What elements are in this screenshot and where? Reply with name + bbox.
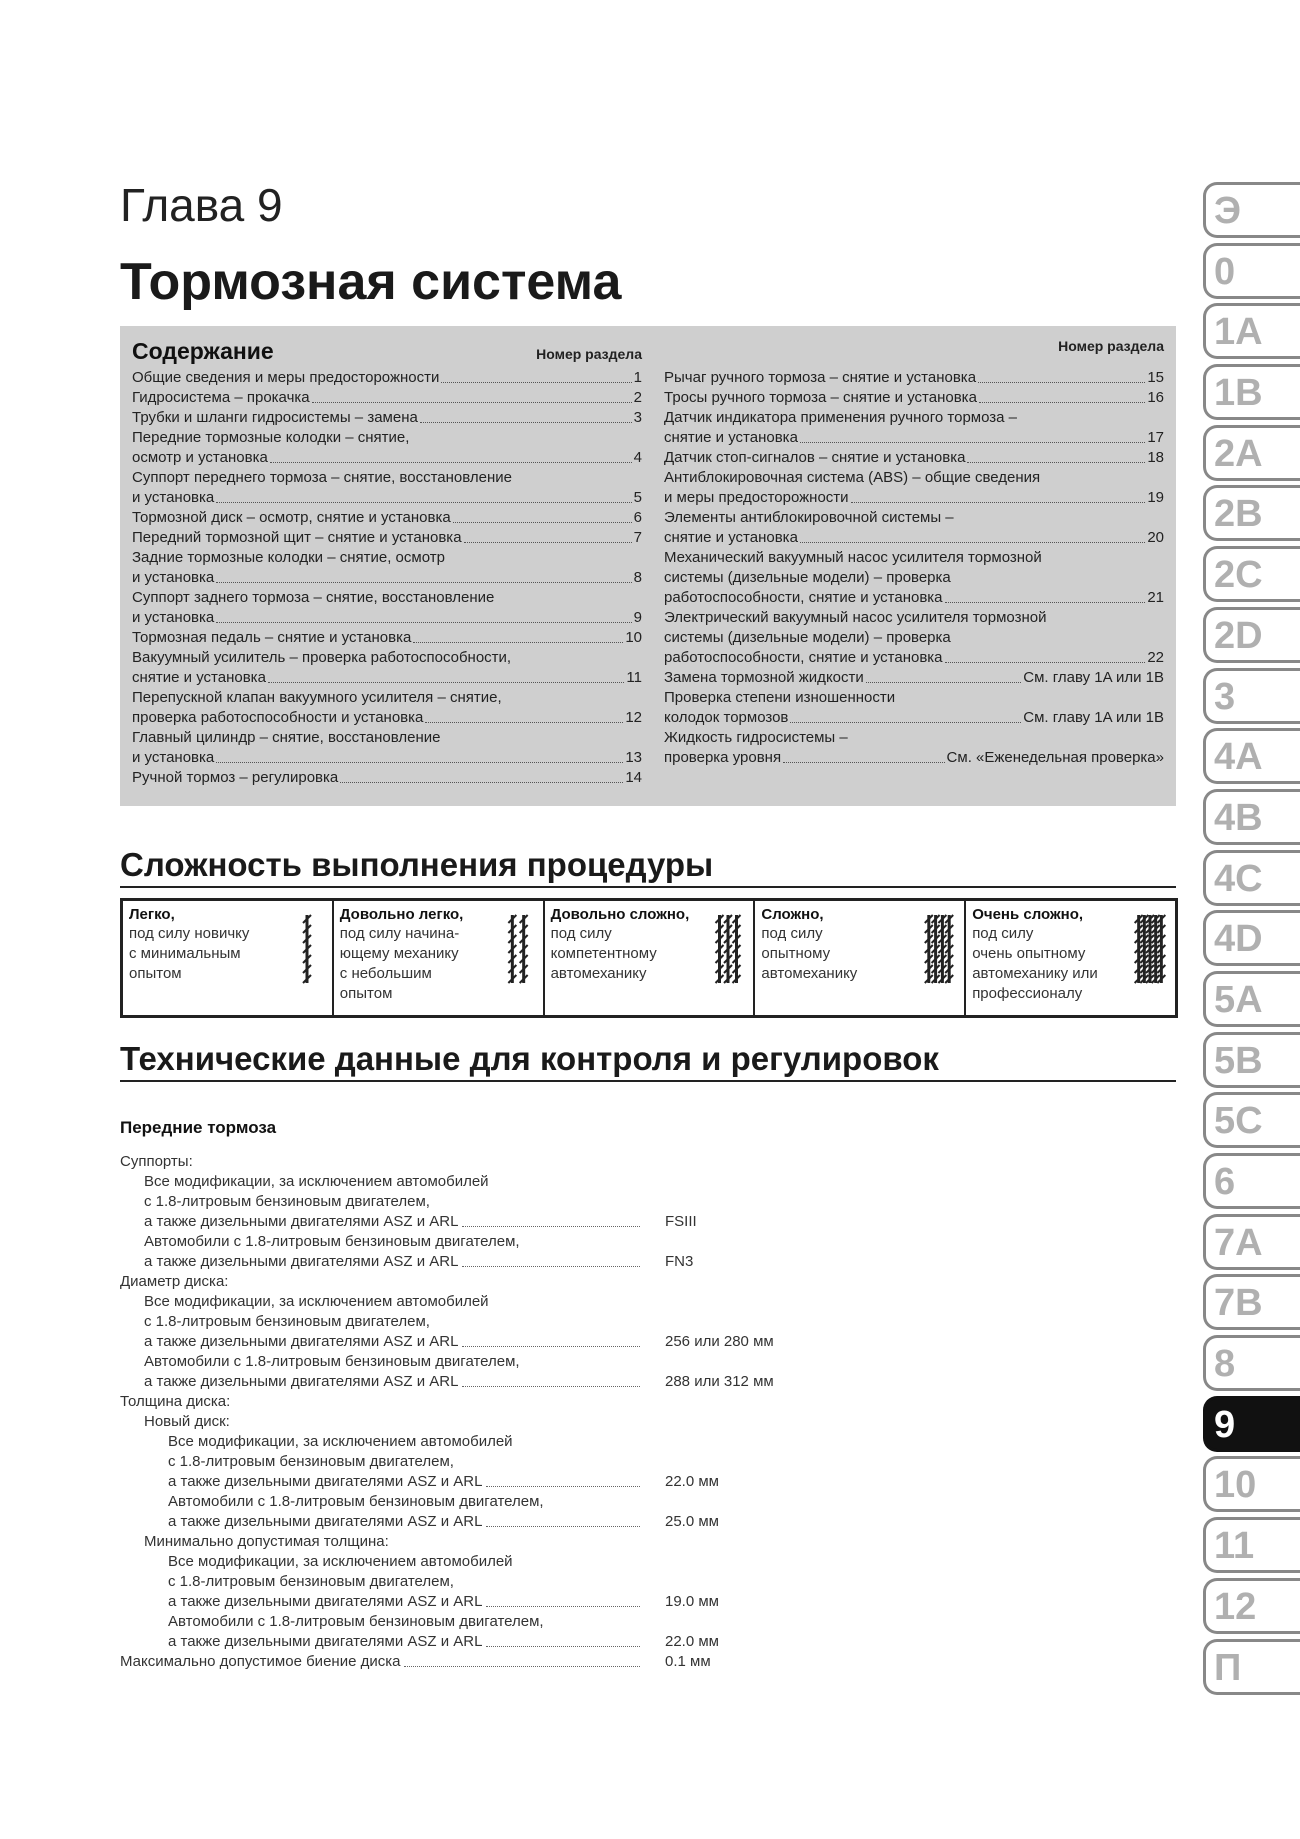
dot-leader	[462, 1226, 640, 1227]
contents-entry-text: работоспособности, снятие и установка	[664, 649, 943, 666]
chapter-tab[interactable]: 1A	[1203, 303, 1300, 359]
contents-entry-text: снятие и установка	[664, 529, 798, 546]
contents-entry[interactable]	[664, 468, 1164, 488]
contents-entry-number: 20	[1147, 529, 1164, 546]
difficulty-level-description: профессионалу	[972, 985, 1083, 1002]
chapter-tab[interactable]: 6	[1203, 1153, 1300, 1209]
spec-label: Диаметр диска:	[120, 1273, 229, 1290]
spec-label: с 1.8-литровым бензиновым двигателем,	[144, 1313, 430, 1330]
chapter-label: Глава 9	[120, 179, 283, 231]
contents-entry[interactable]	[132, 568, 642, 588]
spec-row	[120, 1412, 820, 1432]
dot-leader	[486, 1486, 640, 1487]
difficulty-level-title: Довольно легко,	[339, 906, 464, 923]
contents-entry[interactable]	[132, 648, 642, 668]
chapter-tab[interactable]: 9	[1203, 1396, 1300, 1452]
contents-entry-text: снятие и установка	[664, 429, 798, 446]
contents-entry-number: 10	[625, 629, 642, 646]
chapter-tab[interactable]: 2A	[1203, 425, 1300, 481]
spec-row	[120, 1312, 820, 1332]
spec-label: а также дизельными двигателями ASZ и ARL	[168, 1593, 483, 1610]
dot-leader	[978, 382, 1145, 383]
contents-entry-text: Передние тормозные колодки – снятие,	[132, 429, 410, 446]
dot-leader	[790, 722, 1021, 723]
spec-row	[120, 1652, 820, 1672]
contents-entry[interactable]	[664, 408, 1164, 428]
spec-value: 256 или 280 мм	[665, 1333, 774, 1350]
contents-entry-text: и установка	[132, 749, 215, 766]
contents-entry[interactable]	[132, 528, 642, 548]
dot-leader	[464, 542, 632, 543]
contents-entry[interactable]	[664, 508, 1164, 528]
spec-row	[120, 1532, 820, 1552]
contents-entry-text: системы (дизельные модели) – проверка	[664, 569, 951, 586]
contents-entry-text: Жидкость гидросистемы –	[664, 729, 848, 746]
spec-label: Все модификации, за исключением автомобилей	[144, 1293, 489, 1310]
dot-leader	[800, 542, 1145, 543]
contents-entry[interactable]	[132, 728, 642, 748]
contents-entry[interactable]	[132, 368, 642, 388]
contents-entry[interactable]	[132, 708, 642, 728]
spec-value: 25.0 мм	[665, 1513, 719, 1530]
contents-entry-number: 6	[633, 509, 642, 526]
difficulty-level-description: ющему механику	[339, 945, 459, 962]
spec-label: Все модификации, за исключением автомобилей	[144, 1173, 489, 1190]
spec-label: а также дизельными двигателями ASZ и ARL	[144, 1213, 459, 1230]
chapter-tab[interactable]: 7B	[1203, 1274, 1300, 1330]
specs-subheading: Передние тормоза	[120, 1118, 277, 1137]
difficulty-level-title: Очень сложно,	[972, 906, 1084, 923]
chapter-tab[interactable]: 11	[1203, 1517, 1300, 1573]
dot-leader	[486, 1526, 640, 1527]
spec-row	[120, 1512, 820, 1532]
spec-label: а также дизельными двигателями ASZ и ARL	[144, 1253, 459, 1270]
contents-entry[interactable]	[664, 588, 1164, 608]
difficulty-level-description: опытом	[129, 965, 182, 982]
contents-entry-text: Проверка степени изношенности	[664, 689, 896, 706]
spec-row	[120, 1152, 820, 1172]
spec-row	[120, 1572, 820, 1592]
chapter-tabs	[1203, 182, 1300, 1699]
contents-entry-text: Тормозная педаль – снятие и установка	[132, 629, 412, 646]
contents-entry[interactable]	[664, 688, 1164, 708]
contents-entry[interactable]	[664, 388, 1164, 408]
chapter-tab[interactable]: 10	[1203, 1456, 1300, 1512]
contents-entry[interactable]	[664, 548, 1164, 568]
contents-entry-text: Тормозной диск – осмотр, снятие и установка	[132, 509, 451, 526]
chapter-tab[interactable]: 5A	[1203, 971, 1300, 1027]
section-number-header: Номер раздела	[536, 346, 642, 362]
spec-row	[120, 1492, 820, 1512]
difficulty-level	[543, 901, 754, 1015]
contents-entry-text: работоспособности, снятие и установка	[664, 589, 943, 606]
difficulty-level-description: автомеханику	[550, 965, 647, 982]
spec-row	[120, 1472, 820, 1492]
dot-leader	[486, 1646, 640, 1647]
dot-leader	[312, 402, 632, 403]
contents-entry-text: Датчик стоп-сигналов – снятие и установка	[664, 449, 966, 466]
spec-row	[120, 1232, 820, 1252]
spec-label: Максимально допустимое биение диска	[120, 1653, 401, 1670]
contents-entry-text: проверка уровня	[664, 749, 782, 766]
difficulty-level-description: под силу	[972, 925, 1034, 942]
contents-entry-text: Датчик индикатора применения ручного тормоза –	[664, 409, 1018, 426]
dot-leader	[216, 622, 631, 623]
contents-entry-number: 16	[1147, 389, 1164, 406]
dot-leader	[216, 762, 623, 763]
contents-entry-text: колодок тормозов	[664, 709, 789, 726]
contents-entry-number: См. «Еженедельная проверка»	[946, 749, 1164, 766]
dot-leader	[453, 522, 632, 523]
dot-leader	[800, 442, 1145, 443]
contents-entry-number: 12	[625, 709, 642, 726]
dot-leader	[967, 462, 1145, 463]
dot-leader	[462, 1386, 640, 1387]
contents-entry-number: 9	[633, 609, 642, 626]
chapter-tab[interactable]: 2D	[1203, 607, 1300, 663]
contents-entry[interactable]	[132, 428, 642, 448]
contents-entry-text: проверка работоспособности и установка	[132, 709, 424, 726]
contents-entry-number: 11	[626, 669, 642, 686]
contents-left-column	[132, 338, 642, 788]
chapter-tab[interactable]: 12	[1203, 1578, 1300, 1634]
chapter-tab[interactable]: 4D	[1203, 910, 1300, 966]
dot-leader	[270, 462, 632, 463]
chapter-tab[interactable]: 4B	[1203, 789, 1300, 845]
contents-entry-number: 13	[625, 749, 642, 766]
contents-entry[interactable]	[132, 448, 642, 468]
chapter-tab[interactable]: 2C	[1203, 546, 1300, 602]
spec-label: с 1.8-литровым бензиновым двигателем,	[168, 1453, 454, 1470]
spanner-icon	[519, 915, 527, 983]
spec-value: 0.1 мм	[665, 1653, 711, 1670]
spec-value: 22.0 мм	[665, 1633, 719, 1650]
dot-leader	[851, 502, 1146, 503]
chapter-title: Тормозная система	[120, 253, 622, 311]
difficulty-box	[120, 898, 1178, 1018]
contents-entry[interactable]	[132, 488, 642, 508]
difficulty-level-title: Довольно сложно,	[550, 906, 690, 923]
specs-heading: Технические данные для контроля и регулировок	[120, 1040, 1176, 1082]
spanner-icon	[724, 915, 732, 983]
spec-label: Все модификации, за исключением автомобилей	[168, 1553, 513, 1570]
dot-leader	[268, 682, 625, 683]
difficulty-level-description: очень опытному	[972, 945, 1086, 962]
difficulty-level	[123, 901, 332, 1015]
chapter-tab[interactable]: 5C	[1203, 1092, 1300, 1148]
dot-leader	[783, 762, 944, 763]
chapter-tab[interactable]: 0	[1203, 243, 1300, 299]
chapter-tab[interactable]: 4C	[1203, 850, 1300, 906]
contents-entry-text: осмотр и установка	[132, 449, 268, 466]
contents-entry-number: См. главу 1A или 1B	[1023, 709, 1164, 726]
contents-entry-text: Общие сведения и меры предосторожности	[132, 369, 440, 386]
spanner-rating-icon	[1133, 909, 1167, 989]
contents-entry[interactable]	[664, 648, 1164, 668]
spec-row	[120, 1252, 820, 1272]
difficulty-level-title: Легко,	[129, 906, 175, 923]
difficulty-level	[964, 901, 1175, 1015]
dot-leader	[413, 642, 623, 643]
contents-entry[interactable]	[664, 748, 1164, 768]
contents-entry[interactable]	[664, 368, 1164, 388]
contents-box	[120, 326, 1176, 806]
specs-list	[120, 1152, 820, 1672]
contents-entry-text: Ручной тормоз – регулировка	[132, 769, 339, 786]
spec-label: Все модификации, за исключением автомобилей	[168, 1433, 513, 1450]
contents-entry[interactable]	[132, 768, 642, 788]
spec-row	[120, 1392, 820, 1412]
contents-entry-text: и меры предосторожности	[664, 489, 849, 506]
contents-entry-text: Рычаг ручного тормоза – снятие и установка	[664, 369, 977, 386]
spec-label: Автомобили с 1.8-литровым бензиновым двигателем,	[168, 1493, 544, 1510]
chapter-tab[interactable]: 4A	[1203, 728, 1300, 784]
contents-entry-number: 15	[1147, 369, 1164, 386]
contents-entry[interactable]	[132, 408, 642, 428]
spec-label: Суппорты:	[120, 1153, 193, 1170]
contents-entry-number: 8	[633, 569, 642, 586]
contents-entry-text: Гидросистема – прокачка	[132, 389, 310, 406]
spec-label: Минимально допустимая толщина:	[144, 1533, 389, 1550]
contents-entry-number: См. главу 1A или 1B	[1023, 669, 1164, 686]
spanner-rating-icon	[501, 909, 535, 989]
dot-leader	[979, 402, 1145, 403]
difficulty-level-description: компетентному	[550, 945, 657, 962]
contents-entry[interactable]	[132, 468, 642, 488]
contents-entry-number: 19	[1147, 489, 1164, 506]
difficulty-level-description: под силу	[761, 925, 823, 942]
difficulty-level-description: с небольшим	[339, 965, 432, 982]
contents-entry-text: Вакуумный усилитель – проверка работоспособности,	[132, 649, 512, 666]
spec-label: с 1.8-литровым бензиновым двигателем,	[144, 1193, 430, 1210]
difficulty-level-description: под силу новичку	[129, 925, 250, 942]
contents-entry-text: и установка	[132, 569, 215, 586]
spec-row	[120, 1352, 820, 1372]
spec-label: Автомобили с 1.8-литровым бензиновым двигателем,	[144, 1353, 520, 1370]
difficulty-heading: Сложность выполнения процедуры	[120, 846, 1176, 888]
spanner-icon	[508, 915, 516, 983]
spec-label: Автомобили с 1.8-литровым бензиновым двигателем,	[144, 1233, 520, 1250]
dot-leader	[866, 682, 1021, 683]
contents-entry-text: снятие и установка	[132, 669, 266, 686]
contents-entry-text: и установка	[132, 609, 215, 626]
contents-entry-number: 14	[625, 769, 642, 786]
spec-row	[120, 1292, 820, 1312]
spanner-rating-icon	[922, 909, 956, 989]
spanner-icon	[733, 915, 741, 983]
spec-label: Автомобили с 1.8-литровым бензиновым двигателем,	[168, 1613, 544, 1630]
difficulty-level-description: с минимальным	[129, 945, 241, 962]
contents-entry-text: Электрический вакуумный насос усилителя тормозной	[664, 609, 1047, 626]
spec-label: а также дизельными двигателями ASZ и ARL	[168, 1513, 483, 1530]
contents-entry-number: 2	[633, 389, 642, 406]
section-number-header: Номер раздела	[1058, 338, 1164, 354]
contents-title: Содержание	[132, 338, 274, 364]
contents-entry[interactable]	[664, 728, 1164, 748]
spec-label: Новый диск:	[144, 1413, 230, 1430]
contents-entry-number: 4	[633, 449, 642, 466]
chapter-tab[interactable]: П	[1203, 1639, 1300, 1695]
dot-leader	[462, 1346, 640, 1347]
contents-entry[interactable]	[132, 748, 642, 768]
contents-entry-number: 18	[1147, 449, 1164, 466]
contents-entry-text: Элементы антиблокировочной системы –	[664, 509, 954, 526]
contents-entry[interactable]	[132, 668, 642, 688]
spec-label: с 1.8-литровым бензиновым двигателем,	[168, 1573, 454, 1590]
spanner-icon	[716, 915, 724, 983]
contents-entry-text: системы (дизельные модели) – проверка	[664, 629, 951, 646]
spec-label: а также дизельными двигателями ASZ и ARL	[144, 1333, 459, 1350]
spec-row	[120, 1172, 820, 1192]
contents-entry[interactable]	[664, 428, 1164, 448]
chapter-tab[interactable]: 1B	[1203, 364, 1300, 420]
contents-entry-number: 21	[1147, 589, 1164, 606]
spec-row	[120, 1432, 820, 1452]
contents-entry[interactable]	[664, 448, 1164, 468]
spec-row	[120, 1452, 820, 1472]
spec-label: а также дизельными двигателями ASZ и ARL	[168, 1633, 483, 1650]
contents-entry[interactable]	[132, 388, 642, 408]
dot-leader	[420, 422, 632, 423]
contents-entry[interactable]	[664, 568, 1164, 588]
spanner-rating-icon	[290, 909, 324, 989]
spec-row	[120, 1612, 820, 1632]
contents-entry[interactable]	[132, 608, 642, 628]
contents-entry[interactable]	[132, 628, 642, 648]
contents-entry[interactable]	[664, 628, 1164, 648]
contents-entry-text: и установка	[132, 489, 215, 506]
contents-entry-number: 1	[633, 369, 642, 386]
contents-entry-text: Механический вакуумный насос усилителя тормозной	[664, 549, 1042, 566]
contents-entry[interactable]	[664, 608, 1164, 628]
contents-entry-text: Антиблокировочная система (ABS) – общие сведения	[664, 469, 1041, 486]
contents-entry-text: Суппорт заднего тормоза – снятие, восстановление	[132, 589, 495, 606]
contents-entry-text: Суппорт переднего тормоза – снятие, восстановление	[132, 469, 512, 486]
contents-list-left	[132, 368, 642, 788]
chapter-tab[interactable]: 5B	[1203, 1032, 1300, 1088]
spec-row	[120, 1372, 820, 1392]
contents-entry-text: Трубки и шланги гидросистемы – замена	[132, 409, 418, 426]
spec-label: Толщина диска:	[120, 1393, 231, 1410]
spec-row	[120, 1212, 820, 1232]
contents-entry-number: 17	[1147, 429, 1164, 446]
contents-entry-number: 7	[633, 529, 642, 546]
dot-leader	[340, 782, 623, 783]
spanner-rating-icon	[711, 909, 745, 989]
dot-leader	[945, 602, 1146, 603]
difficulty-level-title: Сложно,	[761, 906, 824, 923]
spanner-icon	[303, 915, 311, 983]
contents-entry[interactable]	[132, 548, 642, 568]
spec-row	[120, 1272, 820, 1292]
spec-value: FSIII	[665, 1213, 697, 1230]
chapter-tab[interactable]: 8	[1203, 1335, 1300, 1391]
contents-entry[interactable]	[132, 508, 642, 528]
spec-label: а также дизельными двигателями ASZ и ARL	[168, 1473, 483, 1490]
contents-right-column	[664, 338, 1164, 768]
contents-entry[interactable]	[664, 668, 1164, 688]
dot-leader	[425, 722, 623, 723]
dot-leader	[216, 502, 631, 503]
contents-entry[interactable]	[664, 488, 1164, 508]
dot-leader	[486, 1606, 640, 1607]
contents-entry[interactable]	[664, 528, 1164, 548]
spec-row	[120, 1332, 820, 1352]
chapter-tab[interactable]: 2B	[1203, 485, 1300, 541]
chapter-tab[interactable]: 7A	[1203, 1214, 1300, 1270]
contents-entry[interactable]	[664, 708, 1164, 728]
dot-leader	[462, 1266, 640, 1267]
difficulty-level-description: опытному	[761, 945, 831, 962]
contents-entry-number: 3	[633, 409, 642, 426]
difficulty-level-description: автомеханику	[761, 965, 858, 982]
spec-value: 22.0 мм	[665, 1473, 719, 1490]
dot-leader	[945, 662, 1146, 663]
spec-label: а также дизельными двигателями ASZ и ARL	[144, 1373, 459, 1390]
contents-entry-text: Передний тормозной щит – снятие и установка	[132, 529, 462, 546]
difficulty-level-description: опытом	[339, 985, 393, 1002]
difficulty-level-description: под силу начина-	[339, 925, 460, 942]
spec-value: 19.0 мм	[665, 1593, 719, 1610]
dot-leader	[441, 382, 631, 383]
spec-row	[120, 1552, 820, 1572]
spec-row	[120, 1192, 820, 1212]
contents-list-right	[664, 368, 1164, 768]
spec-row	[120, 1632, 820, 1652]
dot-leader	[404, 1666, 640, 1667]
spec-value: 288 или 312 мм	[665, 1373, 774, 1390]
contents-entry-text: Главный цилиндр – снятие, восстановление	[132, 729, 441, 746]
contents-entry-number: 22	[1147, 649, 1164, 666]
difficulty-level-description: автомеханику или	[972, 965, 1098, 982]
difficulty-level	[753, 901, 964, 1015]
spec-value: FN3	[665, 1253, 694, 1270]
contents-entry-text: Перепускной клапан вакуумного усилителя – снятие,	[132, 689, 502, 706]
dot-leader	[216, 582, 631, 583]
difficulty-level	[332, 901, 543, 1015]
chapter-tab[interactable]: Э	[1203, 182, 1300, 238]
difficulty-level-description: под силу	[550, 925, 612, 942]
contents-entry-text: Замена тормозной жидкости	[664, 669, 864, 686]
spec-row	[120, 1592, 820, 1612]
contents-entry[interactable]	[132, 588, 642, 608]
contents-entry-text: Задние тормозные колодки – снятие, осмотр	[132, 549, 445, 566]
contents-entry-number: 5	[633, 489, 642, 506]
contents-entry-text: Тросы ручного тормоза – снятие и установка	[664, 389, 977, 406]
chapter-tab[interactable]: 3	[1203, 668, 1300, 724]
contents-entry[interactable]	[132, 688, 642, 708]
